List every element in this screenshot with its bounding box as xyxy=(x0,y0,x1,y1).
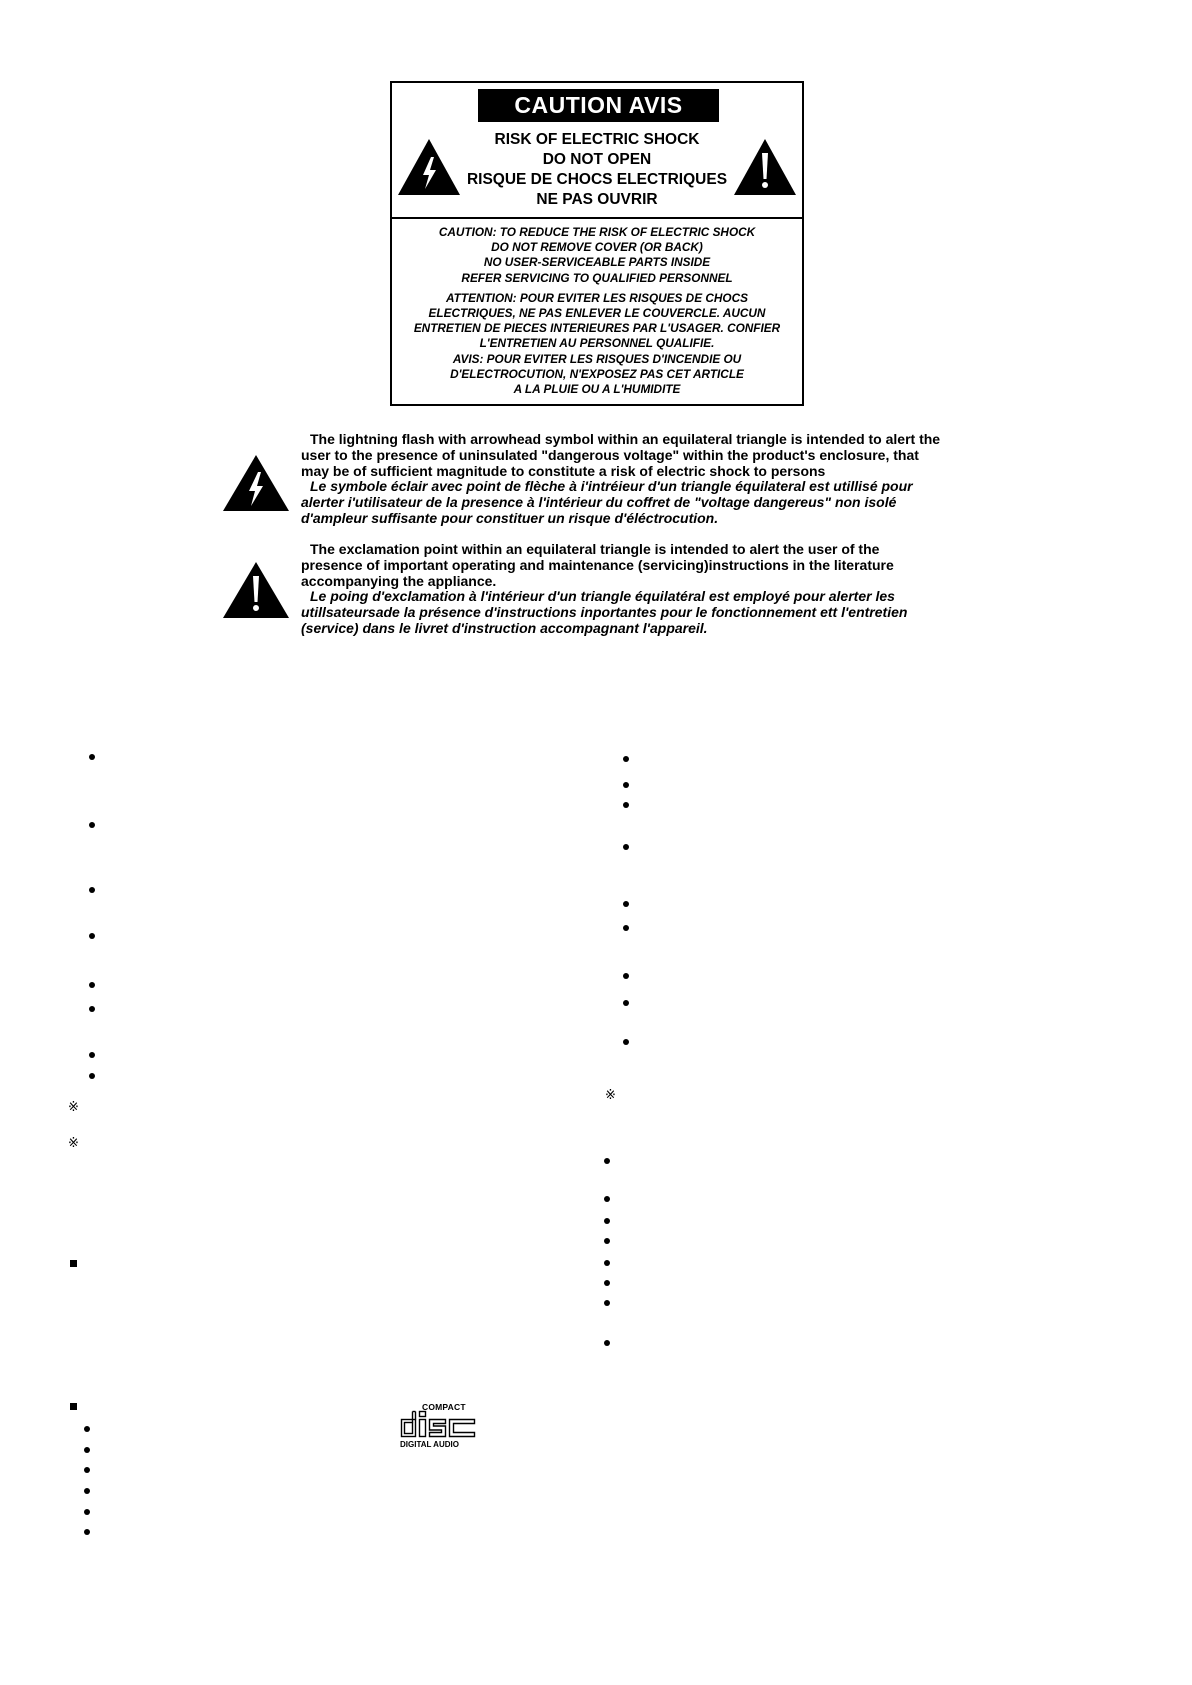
bullet-dot xyxy=(84,1529,90,1535)
bullet-dot xyxy=(89,754,95,760)
bullet-dot xyxy=(623,1000,629,1006)
bullet-dot xyxy=(89,1073,95,1079)
section-square-icon xyxy=(70,1403,77,1410)
caution-en-line: REFER SERVICING TO QUALIFIED PERSONNEL xyxy=(461,270,733,285)
caution-fr-line: A LA PLUIE OU A L'HUMIDITE xyxy=(513,382,681,397)
risk-line: DO NOT OPEN xyxy=(542,151,652,168)
risk-lines xyxy=(452,130,742,210)
risk-line: RISK OF ELECTRIC SHOCK xyxy=(494,131,700,148)
bullet-dot xyxy=(84,1509,90,1515)
symbol-fr-line: Le poing d'exclamation à l'intérieur d'un triangle équilatéral est employé pour alerter les xyxy=(310,588,895,605)
lightning-symbol-explanation xyxy=(222,432,972,542)
caution-en-line: DO NOT REMOVE COVER (OR BACK) xyxy=(491,240,703,255)
bullet-dot xyxy=(89,982,95,988)
caution-fr-line: AVIS: POUR EVITER LES RISQUES D'INCENDIE OU xyxy=(452,351,742,366)
symbol-fr-line: (service) dans le livret d'instruction accompagnant l'appareil. xyxy=(301,619,708,636)
bullet-dot xyxy=(84,1447,90,1453)
exclamation-symbol-text xyxy=(301,542,907,637)
bullet-dot xyxy=(604,1280,610,1286)
bullet-dot xyxy=(623,782,629,788)
caution-fr-line: ATTENTION: POUR EVITER LES RISQUES DE CHOCS xyxy=(446,290,748,305)
bullet-dot xyxy=(623,1039,629,1045)
symbol-fr-line: Le symbole éclair avec point de flèche à i'intréieur d'un triangle équilateral est utillisé pour xyxy=(310,478,913,495)
bullet-dot xyxy=(623,925,629,931)
bullet-dot xyxy=(84,1467,90,1473)
bullet-dot xyxy=(604,1158,610,1164)
risk-line: NE PAS OUVRIR xyxy=(536,191,658,208)
caution-en-line: NO USER-SERVICEABLE PARTS INSIDE xyxy=(483,255,711,270)
caution-fr-line: ELECTRIQUES, NE PAS ENLEVER LE COUVERCLE. AUCUN xyxy=(428,306,766,321)
compact-disc-logo xyxy=(400,1403,476,1449)
lightning-symbol-text xyxy=(301,432,940,527)
exclamation-triangle-icon xyxy=(222,561,290,619)
bullet-dot xyxy=(89,1006,95,1012)
symbol-en-line: The exclamation point within an equilateral triangle is intended to alert the user of the xyxy=(310,541,880,557)
bullet-dot xyxy=(604,1238,610,1244)
caution-label xyxy=(390,81,804,406)
symbol-en-line: may be of sufficient magnitude to constitute a risk of electric shock to persons xyxy=(301,462,826,479)
exclamation-symbol-explanation xyxy=(222,542,972,652)
bullet-dot xyxy=(604,1218,610,1224)
caution-fr-line: L'ENTRETIEN AU PERSONNEL QUALIFIE. xyxy=(479,336,715,351)
lightning-triangle-icon xyxy=(222,454,290,512)
cd-logo-digital-audio-text: DIGITAL AUDIO xyxy=(400,1440,459,1449)
exclamation-triangle-icon xyxy=(732,137,798,197)
symbol-en-line: presence of important operating and maintenance (servicing)instructions in the literature xyxy=(301,556,894,573)
bullet-dot xyxy=(84,1488,90,1494)
reference-mark-icon: ※ xyxy=(605,1088,616,1103)
section-square-icon xyxy=(70,1260,77,1267)
caution-en-line: CAUTION: TO REDUCE THE RISK OF ELECTRIC SHOCK xyxy=(438,225,756,239)
bullet-dot xyxy=(623,901,629,907)
caution-fr-line: ENTRETIEN DE PIECES INTERIEURES PAR L'USAGER. CONFIER xyxy=(413,321,781,336)
bullet-dot xyxy=(604,1300,610,1306)
symbol-fr-line: utillsateursade la présence d'instructions inportantes pour le fonctionnement ett l'entretien xyxy=(301,604,908,621)
symbol-fr-line: d'ampleur suffisante pour constituer un risque d'éléctrocution. xyxy=(301,509,719,526)
bullet-dot xyxy=(89,933,95,939)
bullet-dot xyxy=(623,802,629,808)
risk-line: RISQUE DE CHOCS ELECTRIQUES xyxy=(466,171,728,188)
bullet-dot xyxy=(623,844,629,850)
caution-header xyxy=(392,83,802,219)
symbol-en-line: The lightning flash with arrowhead symbol within an equilateral triangle is intended to alert the xyxy=(310,431,941,447)
caution-title: CAUTION AVIS xyxy=(478,89,719,122)
bullet-dot xyxy=(89,887,95,893)
bullet-dot xyxy=(604,1260,610,1266)
symbol-en-line: accompanying the appliance. xyxy=(301,572,497,589)
caution-fr-line: D'ELECTROCUTION, N'EXPOSEZ PAS CET ARTICLE xyxy=(450,366,744,381)
cd-logo-compact-text: COMPACT xyxy=(422,1402,466,1412)
bullet-dot xyxy=(623,756,629,762)
reference-mark-icon: ※ xyxy=(68,1100,79,1115)
reference-mark-icon: ※ xyxy=(68,1136,79,1151)
bullet-dot xyxy=(84,1426,90,1432)
bullet-dot xyxy=(89,822,95,828)
bullet-dot xyxy=(604,1196,610,1202)
disc-wordmark-icon xyxy=(400,1410,476,1438)
symbol-en-line: user to the presence of uninsulated "dangerous voltage" within the product's enclosure, that xyxy=(301,446,919,463)
bullet-dot xyxy=(623,973,629,979)
bullet-dot xyxy=(604,1340,610,1346)
caution-instructions xyxy=(392,225,802,397)
symbol-fr-line: alerter i'utilisateur de la presence à l'intérieur du coffret de "voltage dangereus" non isolé xyxy=(301,494,897,511)
bullet-dot xyxy=(89,1052,95,1058)
